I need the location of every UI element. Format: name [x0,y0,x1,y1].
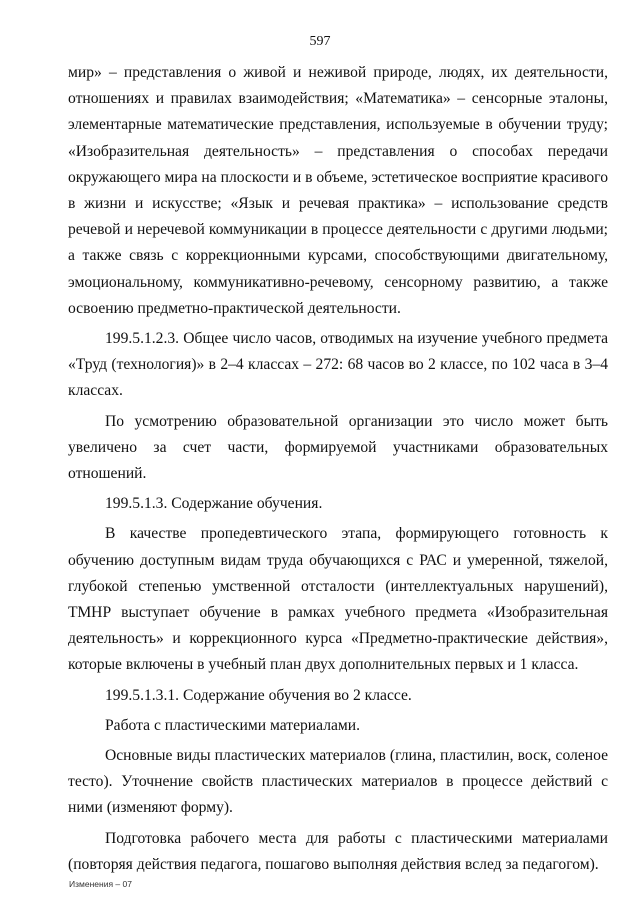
footer-revision-note: Изменения – 07 [69,879,132,889]
page-number: 597 [309,34,331,49]
section-heading-grade-2: 199.5.1.3.1. Содержание обучения во 2 классе. [105,686,412,704]
paragraph-material-types: Основные виды пластических материалов (глина, пластилин, воск, соленое тесто). Уточнение свойств пластических материалов в процессе действий с ними (изменяют форму). [68,747,608,817]
paragraph-propaedeutic: В качестве пропедевтического этапа, формирующего готовность к обучению доступным видам труда обучающихся с РАС и умеренной, тяжелой, глубокой степенью умственной отсталости (интеллектуальных нарушений), ТМНР выступает обучение в рамках учебного предмета «Изобразительная деятельность» и коррекционного курса «Предметно-практические действия», которые включены в учебный план двух дополнительных первых и 1 класса. [68,525,608,674]
document-body [68,60,608,878]
section-heading-content: 199.5.1.3. Содержание обучения. [105,495,323,513]
topic-heading-plastic-materials: Работа с пластическими материалами. [105,716,361,734]
paragraph-hours: 199.5.1.2.3. Общее число часов, отводимых на изучение учебного предмета «Труд (технология)» в 2–4 классах – 272: 68 часов во 2 классе, по 102 часа в 3–4 классах. [68,330,608,400]
paragraph-discretion: По усмотрению образовательной организации это число может быть увеличено за счет части, формируемой участниками образовательных отношений. [68,412,608,483]
paragraph-intro-continuation: мир» – представления о живой и неживой природе, людях, их деятельности, отношениях и правилах взаимодействия; «Математика» – сенсорные эталоны, элементарные математические представления, используемые в обучении труду; «Изобразительная деятельность» – представления о способах передачи окружающего мира на плоскости и в объеме, эстетическое восприятие красивого в жизни и искусстве; «Язык и речевая практика» – использование средств речевой и неречевой коммуникации в процессе деятельности с другими людьми; а также связь с коррекционными курсами, способствующими двигательному, эмоциональному, коммуникативно-речевому, сенсорному развитию, а также освоению предметно-практической деятельности. [68,64,608,317]
paragraph-workplace-preparation: Подготовка рабочего места для работы с пластическими материалами (повторяя действия педагога, пошагово выполняя действия вслед за педагогом). [68,829,608,873]
